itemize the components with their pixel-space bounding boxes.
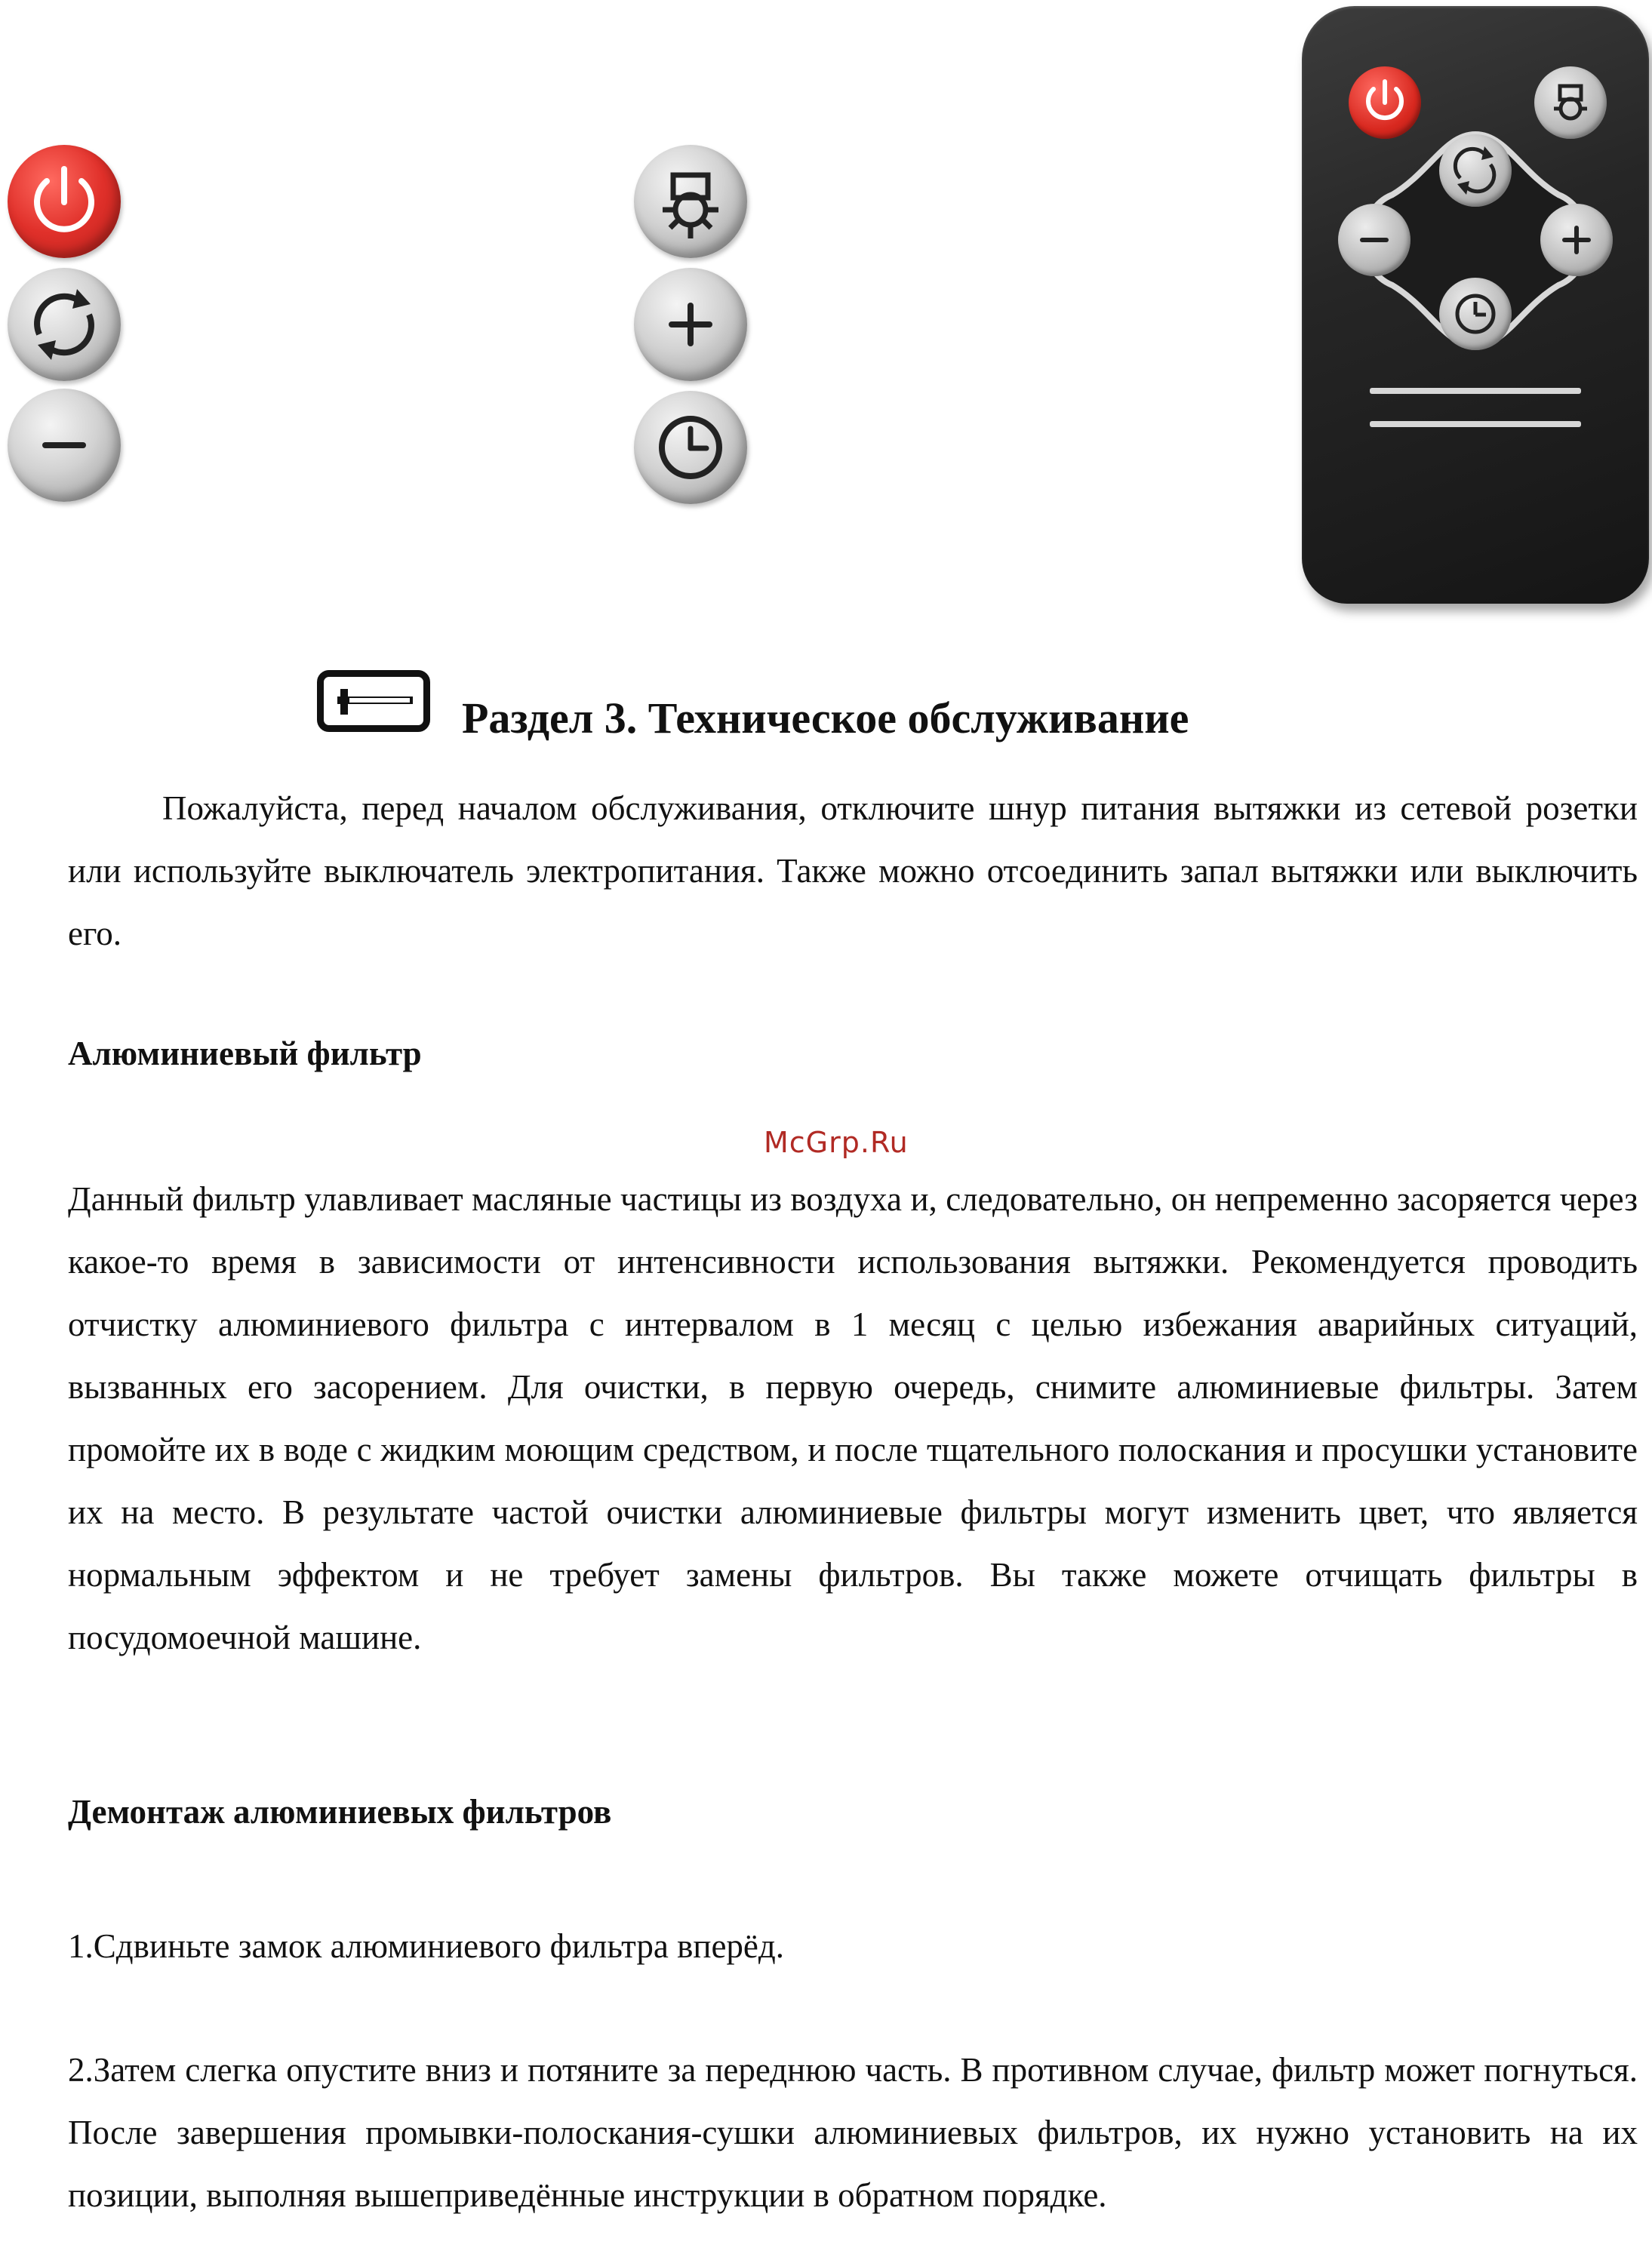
- plus-button-image: [634, 268, 747, 381]
- minus-icon: [1338, 204, 1411, 276]
- power-icon: [8, 145, 121, 258]
- plus-icon: [1540, 204, 1613, 276]
- rotate-icon: [8, 268, 121, 381]
- light-button-image: [634, 145, 747, 258]
- removal-step-1: 1.Сдвиньте замок алюминиевого фильтра вперёд.: [68, 1927, 785, 1965]
- light-icon: [634, 145, 747, 258]
- removal-heading: Демонтаж алюминиевых фильтров: [68, 1793, 612, 1831]
- aluminum-filter-text: Данный фильтр улавливает масляные частицы из воздуха и, следовательно, он непременно засоряется через какое-то время в зависимости от интенсивности использования вытяжки. Рекомендуется проводить отчистку алюминиевого фильтра с интервалом в 1 месяц с целью избежания аварийных ситуаций, вызванных его засорением. Для очистки, в первую очередь, снимите алюминиевые фильтры. Затем промойте их в воде с жидким моющим средством, и после тщательного полоскания и просушки установите их на место. В результате частой очистки алюминиевые фильтры могут изменить цвет, что является нормальным эффектом и не требует замены фильтров. Вы также можете отчищать фильтры в посудомоечной машине.: [68, 1180, 1638, 1656]
- rotate-icon: [1439, 134, 1512, 207]
- remote-divider-line: [1370, 421, 1581, 427]
- timer-icon: [634, 391, 747, 504]
- rotate-button-image: [8, 268, 121, 381]
- section-title: Раздел 3. Техническое обслуживание: [462, 693, 1189, 743]
- remote-control-image: [1302, 6, 1649, 604]
- timer-icon: [1439, 278, 1512, 350]
- removal-step-2: 2.Затем слегка опустите вниз и потяните за переднюю часть. В противном случае, фильтр может погнуться. После завершения промывки-полоскания-сушки алюминиевых фильтров, их нужно установить на их позиции, выполняя вышеприведённые инструкции в обратном порядке.: [68, 2051, 1638, 2214]
- aluminum-filter-heading: Алюминиевый фильтр: [68, 1035, 422, 1072]
- remote-divider-line: [1370, 388, 1581, 394]
- remote-timer-button: [1439, 278, 1512, 350]
- intro-paragraph: Пожалуйста, перед началом обслуживания, отключите шнур питания вытяжки из сетевой розетки или используйте выключатель электропитания. Также можно отсоединить запал вытяжки или выключить его.: [68, 789, 1638, 952]
- watermark: McGrp.Ru: [764, 1126, 909, 1159]
- remote-rotate-button: [1439, 134, 1512, 207]
- power-button-image: [8, 145, 121, 258]
- plus-icon: [634, 268, 747, 381]
- caliper-icon: [317, 670, 430, 732]
- timer-button-image: [634, 391, 747, 504]
- minus-icon: [8, 389, 121, 502]
- remote-minus-button: [1338, 204, 1411, 276]
- remote-plus-button: [1540, 204, 1613, 276]
- minus-button-image: [8, 389, 121, 502]
